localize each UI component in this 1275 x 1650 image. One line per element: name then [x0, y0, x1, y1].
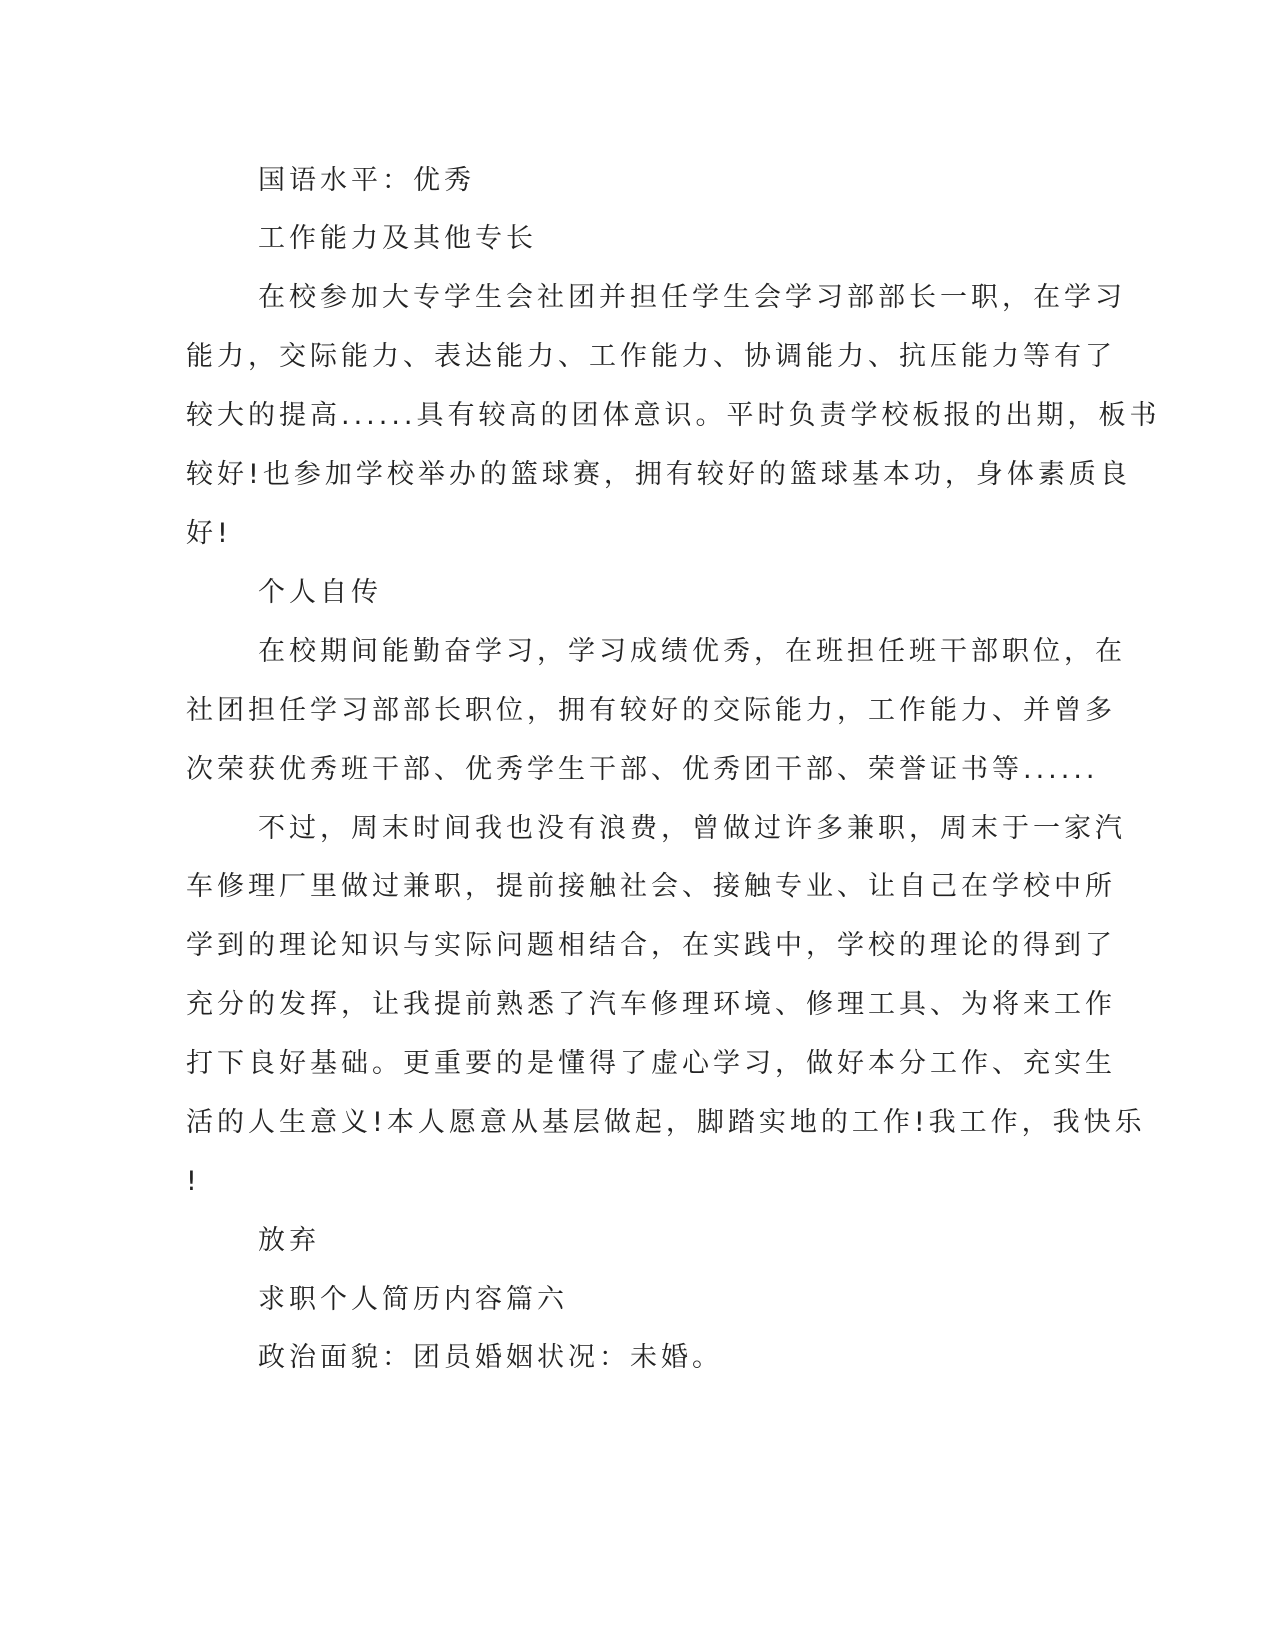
text-line: 较好!也参加学校举办的篮球赛，拥有较好的篮球基本功，身体素质良 — [186, 459, 1131, 490]
text-line: 学到的理论知识与实际问题相结合，在实践中，学校的理论的得到了 — [186, 930, 1116, 961]
text-line: 国语水平：优秀 — [258, 165, 475, 196]
text-line: 打下良好基础。更重要的是懂得了虚心学习，做好本分工作、充实生 — [186, 1048, 1116, 1079]
text-line: 较大的提高......具有较高的团体意识。平时负责学校板报的出期，板书 — [186, 400, 1161, 431]
text-line: 不过，周末时间我也没有浪费，曾做过许多兼职，周末于一家汽 — [258, 813, 1126, 844]
text-line: 好! — [186, 518, 232, 549]
section-heading: 个人自传 — [258, 577, 382, 608]
text-line: 社团担任学习部部长职位，拥有较好的交际能力，工作能力、并曾多 — [186, 695, 1116, 726]
text-line: 次荣获优秀班干部、优秀学生干部、优秀团干部、荣誉证书等...... — [186, 754, 1099, 785]
text-line: 在校期间能勤奋学习，学习成绩优秀，在班担任班干部职位，在 — [258, 636, 1126, 667]
text-line: ! — [186, 1166, 201, 1197]
section-heading: 求职个人简历内容篇六 — [258, 1284, 568, 1315]
text-line: 政治面貌：团员婚姻状况：未婚。 — [258, 1342, 723, 1373]
text-line: 能力，交际能力、表达能力、工作能力、协调能力、抗压能力等有了 — [186, 341, 1116, 372]
text-line: 活的人生意义!本人愿意从基层做起，脚踏实地的工作!我工作，我快乐 — [186, 1107, 1146, 1138]
text-line: 车修理厂里做过兼职，提前接触社会、接触专业、让自己在学校中所 — [186, 871, 1116, 902]
text-line: 放弃 — [258, 1225, 320, 1256]
text-line: 充分的发挥，让我提前熟悉了汽车修理环境、修理工具、为将来工作 — [186, 989, 1116, 1020]
section-heading: 工作能力及其他专长 — [258, 223, 537, 254]
text-line: 在校参加大专学生会社团并担任学生会学习部部长一职，在学习 — [258, 282, 1126, 313]
